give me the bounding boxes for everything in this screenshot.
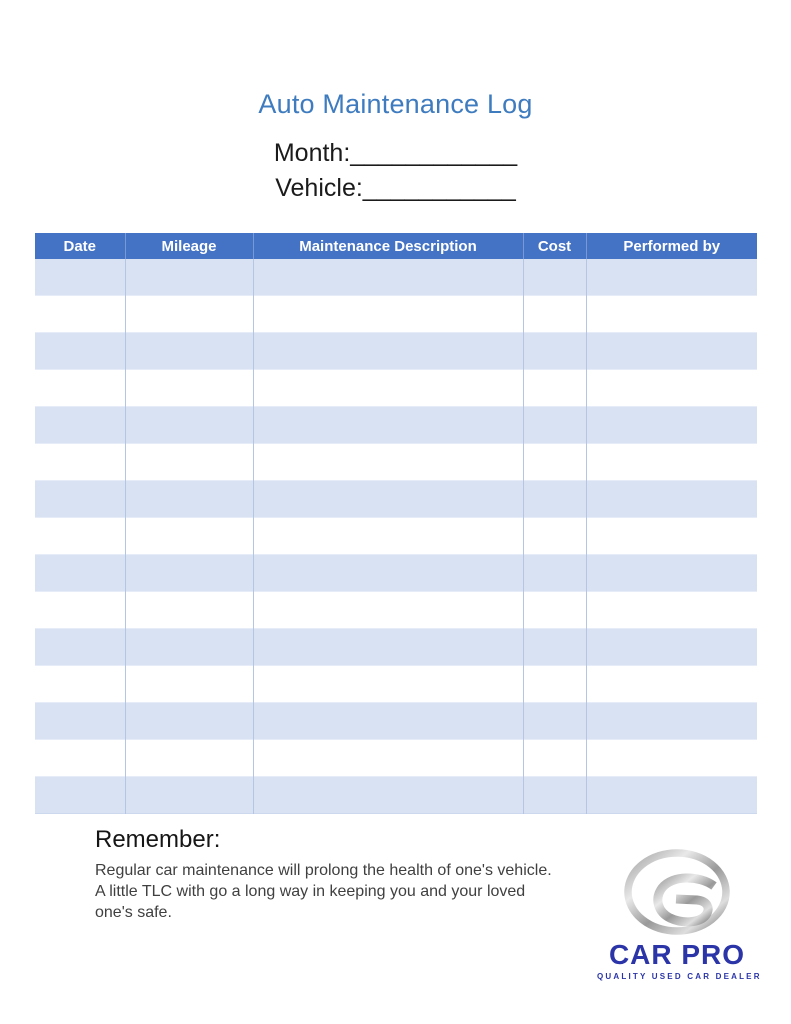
page-title: Auto Maintenance Log — [258, 89, 533, 119]
table-cell-empty — [586, 555, 757, 592]
table-cell-empty — [523, 629, 586, 666]
table-row — [35, 592, 757, 629]
table-cell-empty — [35, 740, 125, 777]
table-row — [35, 444, 757, 481]
vehicle-line — [0, 171, 791, 206]
table-cell-empty — [35, 629, 125, 666]
logo-tagline-text: QUALITY USED CAR DEALER — [597, 972, 762, 981]
column-header-date: Date — [35, 233, 125, 259]
table-cell-empty — [586, 518, 757, 555]
column-header-performed-by: Performed by — [586, 233, 757, 259]
table-cell-empty — [253, 592, 523, 629]
table-cell-empty — [523, 592, 586, 629]
table-cell-empty — [586, 370, 757, 407]
table-cell-empty — [253, 333, 523, 370]
table-cell-empty — [125, 407, 253, 444]
table-cell-empty — [35, 777, 125, 814]
car-pro-emblem-icon — [623, 849, 731, 937]
table-cell-empty — [35, 555, 125, 592]
vehicle-label: Vehicle: — [275, 174, 363, 202]
table-cell-empty — [125, 555, 253, 592]
table-cell-empty — [35, 481, 125, 518]
table-cell-empty — [125, 629, 253, 666]
table-header-row — [35, 233, 757, 259]
table-cell-empty — [253, 740, 523, 777]
table-cell-empty — [35, 592, 125, 629]
month-label: Month: — [273, 139, 351, 167]
table-cell-empty — [523, 777, 586, 814]
remember-section — [95, 824, 560, 923]
table-cell-empty — [253, 703, 523, 740]
table-cell-empty — [125, 370, 253, 407]
table-cell-empty — [523, 740, 586, 777]
table-cell-empty — [523, 370, 586, 407]
table-cell-empty — [35, 296, 125, 333]
table-cell-empty — [253, 481, 523, 518]
car-pro-logo — [597, 849, 762, 982]
table-row — [35, 518, 757, 555]
table-cell-empty — [125, 703, 253, 740]
table-cell-empty — [586, 333, 757, 370]
table-cell-empty — [523, 296, 586, 333]
table-cell-empty — [523, 444, 586, 481]
table-cell-empty — [586, 629, 757, 666]
month-line — [0, 136, 791, 171]
table-cell-empty — [35, 259, 125, 296]
table-cell-empty — [253, 259, 523, 296]
table-cell-empty — [35, 370, 125, 407]
table-cell-empty — [125, 333, 253, 370]
table-cell-empty — [253, 629, 523, 666]
table-cell-empty — [125, 592, 253, 629]
table-cell-empty — [523, 703, 586, 740]
table-cell-empty — [125, 740, 253, 777]
table-row — [35, 703, 757, 740]
table-cell-empty — [586, 703, 757, 740]
table-cell-empty — [523, 333, 586, 370]
table-cell-empty — [523, 555, 586, 592]
table-row — [35, 777, 757, 814]
remember-paragraph: Regular car maintenance will prolong the health of one's vehicle. A little TLC with go a long way in keeping you and your loved one's safe. — [95, 862, 552, 921]
table-row — [35, 629, 757, 666]
table-row — [35, 370, 757, 407]
column-header-description: Maintenance Description — [253, 233, 523, 259]
table-row — [35, 740, 757, 777]
table-cell-empty — [523, 481, 586, 518]
fill-in-lines — [0, 136, 791, 206]
table-cell-empty — [253, 296, 523, 333]
table-cell-empty — [125, 259, 253, 296]
table-cell-empty — [586, 259, 757, 296]
column-header-cost: Cost — [523, 233, 586, 259]
table-cell-empty — [523, 407, 586, 444]
month-blank-line: ____________ — [350, 139, 518, 167]
table-row — [35, 407, 757, 444]
table-cell-empty — [125, 666, 253, 703]
table-cell-empty — [125, 518, 253, 555]
table-cell-empty — [586, 666, 757, 703]
table-cell-empty — [586, 481, 757, 518]
table-row — [35, 296, 757, 333]
table-cell-empty — [35, 333, 125, 370]
table-cell-empty — [586, 777, 757, 814]
table-cell-empty — [586, 592, 757, 629]
table-cell-empty — [586, 407, 757, 444]
table-cell-empty — [253, 444, 523, 481]
maintenance-log-table — [35, 233, 757, 814]
table-cell-empty — [35, 703, 125, 740]
log-table-body — [35, 259, 757, 814]
table-header — [35, 233, 757, 259]
table-row — [35, 333, 757, 370]
table-cell-empty — [253, 555, 523, 592]
table-cell-empty — [586, 296, 757, 333]
table-cell-empty — [125, 296, 253, 333]
table-cell-empty — [35, 666, 125, 703]
table-cell-empty — [523, 259, 586, 296]
table-cell-empty — [125, 777, 253, 814]
table-row — [35, 666, 757, 703]
table-cell-empty — [35, 407, 125, 444]
vehicle-blank-line: ___________ — [362, 174, 516, 202]
logo-name-text: CAR PRO — [608, 939, 746, 970]
table-cell-empty — [253, 518, 523, 555]
column-header-mileage: Mileage — [125, 233, 253, 259]
table-cell-empty — [253, 666, 523, 703]
table-cell-empty — [253, 777, 523, 814]
table-cell-empty — [523, 518, 586, 555]
remember-heading: Remember: — [95, 826, 221, 853]
table-cell-empty — [125, 481, 253, 518]
table-cell-empty — [35, 444, 125, 481]
table-row — [35, 481, 757, 518]
table-cell-empty — [125, 444, 253, 481]
table-cell-empty — [523, 666, 586, 703]
table-cell-empty — [35, 518, 125, 555]
table-row — [35, 555, 757, 592]
table-cell-empty — [253, 407, 523, 444]
table-cell-empty — [586, 740, 757, 777]
table-cell-empty — [586, 444, 757, 481]
table-row — [35, 259, 757, 296]
table-cell-empty — [253, 370, 523, 407]
